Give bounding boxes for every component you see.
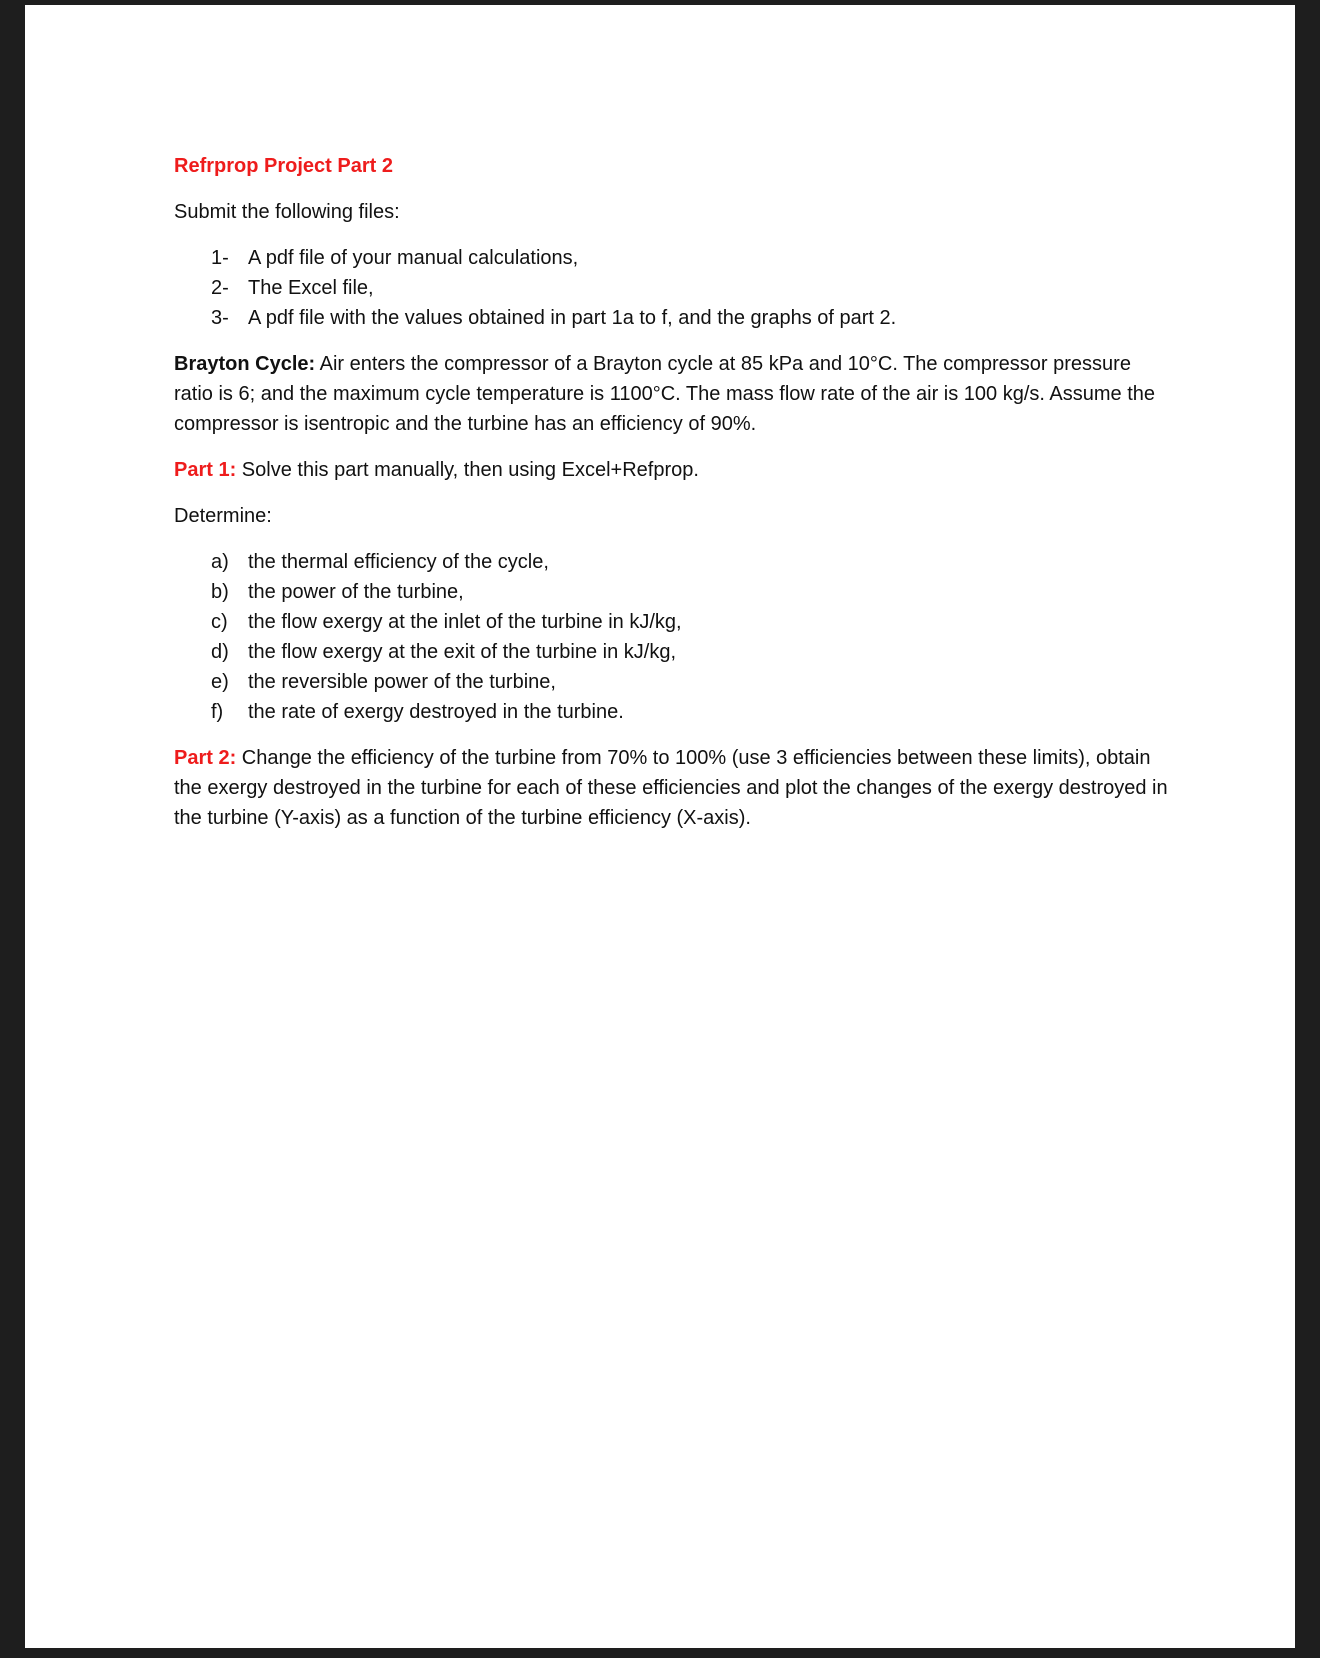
part1-text: Solve this part manually, then using Excel+Refprop. [236, 459, 699, 481]
list-item [174, 243, 1174, 273]
list-item-text: The Excel file, [248, 277, 374, 299]
list-marker: a) [211, 551, 229, 573]
part2-text: Change the efficiency of the turbine from 70% to 100% (use 3 efficiencies between these limits), obtain the exergy destroyed in the turbine for each of these efficiencies and plot the changes of the exergy destroyed in the turbine (Y-axis) as a function of the turbine efficiency (X-axis). [174, 747, 1168, 829]
list-marker: 3- [211, 307, 229, 329]
determine-list [174, 547, 1174, 727]
list-item [174, 697, 1174, 727]
list-item [174, 637, 1174, 667]
list-item-text: the reversible power of the turbine, [248, 671, 556, 693]
list-item [174, 667, 1174, 697]
files-list [174, 243, 1174, 333]
part1-label: Part 1: [174, 459, 237, 481]
brayton-label: Brayton Cycle: [174, 353, 316, 375]
list-item [174, 303, 1174, 333]
determine-heading: Determine: [174, 505, 272, 527]
list-marker: c) [211, 611, 228, 633]
list-item-text: the thermal efficiency of the cycle, [248, 551, 549, 573]
list-item-text: the power of the turbine, [248, 581, 464, 603]
submit-intro: Submit the following files: [174, 201, 400, 223]
list-item-text: A pdf file of your manual calculations, [248, 247, 579, 269]
list-marker: f) [211, 701, 224, 723]
list-item-text: A pdf file with the values obtained in part 1a to f, and the graphs of part 2. [248, 307, 897, 329]
list-marker: e) [211, 671, 229, 693]
brayton-text: Air enters the compressor of a Brayton cycle at 85 kPa and 10°C. The compressor pressure ratio is 6; and the maximum cycle temperature is 1100°C. The mass flow rate of the air is 100 kg/s. Assume the compressor is isentropic and the turbine has an efficiency of 90%. [174, 353, 1156, 435]
list-item-text: the flow exergy at the exit of the turbine in kJ/kg, [248, 641, 677, 663]
part2-paragraph [174, 743, 1174, 833]
brayton-paragraph [174, 349, 1174, 439]
list-item-text: the rate of exergy destroyed in the turbine. [248, 701, 624, 723]
list-marker: 1- [211, 247, 229, 269]
document-title: Refrprop Project Part 2 [174, 155, 393, 177]
part2-label: Part 2: [174, 747, 237, 769]
list-item [174, 607, 1174, 637]
document-page [25, 5, 1295, 1648]
list-marker: b) [211, 581, 229, 603]
list-item [174, 273, 1174, 303]
list-marker: d) [211, 641, 229, 663]
list-item [174, 547, 1174, 577]
list-marker: 2- [211, 277, 229, 299]
document-content [174, 151, 1174, 849]
list-item-text: the flow exergy at the inlet of the turbine in kJ/kg, [248, 611, 682, 633]
list-item [174, 577, 1174, 607]
part1-paragraph [174, 455, 1174, 485]
